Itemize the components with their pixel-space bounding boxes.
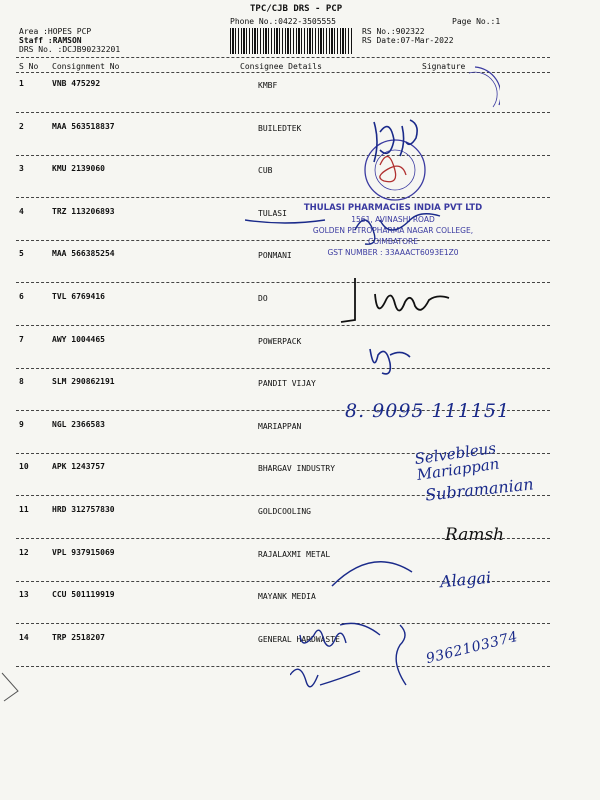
row-consignee: MAYANK MEDIA — [258, 592, 316, 602]
handwritten-name-row-10: Subramanian — [424, 474, 535, 505]
row-divider — [16, 368, 550, 369]
row-divider — [16, 623, 550, 624]
row-consignee: KMBF — [258, 81, 278, 90]
row-serial-number: 5 — [19, 249, 24, 259]
area-field: Area :HOPES PCP — [19, 27, 92, 36]
column-header-consignment: Consignment No — [52, 62, 120, 71]
row-consignee: GOLDCOOLING — [258, 507, 311, 516]
column-header-signature: Signature — [422, 62, 466, 71]
signature-row-12-stroke — [330, 560, 420, 590]
rs-number: RS No.:902322 — [362, 27, 425, 36]
page-number: Page No.:1 — [452, 17, 501, 26]
row-consignee: BHARGAV INDUSTRY — [258, 464, 336, 474]
signature-row-13-14 — [290, 615, 440, 705]
row-consignment-number: MAA 563518837 — [52, 121, 115, 131]
table-row — [0, 122, 600, 136]
row-serial-number: 2 — [19, 121, 24, 131]
row-serial-number: 11 — [19, 505, 29, 514]
handwritten-name-row-12: Alagai — [439, 567, 492, 592]
row-consignment-number: NGL 2366583 — [52, 419, 105, 429]
row-consignment-number: AWY 1004465 — [52, 334, 105, 344]
row-divider — [16, 666, 550, 667]
row-consignment-number: APK 1243757 — [52, 462, 105, 472]
row-serial-number: 7 — [19, 334, 24, 344]
row-consignment-number: TVL 6769416 — [52, 292, 105, 301]
edge-mark — [0, 665, 22, 705]
row-serial-number: 13 — [19, 590, 29, 600]
handwritten-name-row-11: Ramsh — [445, 525, 505, 545]
row-serial-number: 12 — [19, 547, 29, 557]
signature-row-4 — [245, 200, 445, 260]
table-row — [0, 505, 600, 519]
signature-row-7 — [360, 345, 420, 385]
stamp-company-name: THULASI PHARMACIES INDIA PVT LTD — [303, 203, 483, 213]
row-serial-number: 10 — [19, 462, 29, 472]
row-serial-number: 4 — [19, 206, 24, 216]
stamp-address-2: GOLDEN PETROPHARMA NAGAR COLLEGE, — [312, 226, 474, 235]
table-row — [0, 164, 600, 178]
row-consignee: DO — [258, 294, 268, 303]
table-row — [0, 335, 600, 349]
table-row — [0, 292, 600, 306]
signature-row-6 — [335, 276, 495, 336]
phone-number: Phone No.:0422-3505555 — [230, 17, 336, 26]
row-consignee: TULASI — [258, 208, 287, 218]
row-consignment-number: MAA 566385254 — [52, 249, 115, 259]
row-consignee: PONMANI — [258, 251, 292, 261]
document-title: TPC/CJB DRS - PCP — [250, 4, 343, 14]
drs-number: DRS No. :DCJB90232201 — [19, 45, 121, 54]
rs-date: RS Date:07-Mar-2022 — [362, 36, 454, 45]
staff-field: Staff :RAMSON — [19, 36, 82, 45]
row-consignee: MARIAPPAN — [258, 421, 302, 431]
handwritten-name-row-9: Selvebleus Mariappan — [413, 438, 501, 484]
handwritten-phone-row-14: 9362103374 — [424, 628, 520, 668]
barcode — [230, 28, 352, 54]
table-row — [0, 79, 600, 93]
row-consignee: CUB — [258, 166, 273, 176]
row-consignee: POWERPACK — [258, 336, 302, 346]
row-consignment-number: KMU 2139060 — [52, 164, 105, 174]
row-consignment-number: HRD 312757830 — [52, 505, 115, 514]
row-consignment-number: VNB 475292 — [52, 79, 101, 88]
row-serial-number: 6 — [19, 292, 24, 301]
row-consignee: PANDIT VIJAY — [258, 379, 316, 389]
row-consignment-number: VPL 937915069 — [52, 547, 115, 557]
row-serial-number: 9 — [19, 419, 24, 429]
stamp-city: COIMBATORE — [368, 237, 418, 246]
row-consignment-number: SLM 290862191 — [52, 377, 115, 387]
table-row — [0, 590, 600, 604]
row-divider — [16, 197, 550, 198]
row-serial-number: 3 — [19, 164, 24, 174]
row-consignment-number: CCU 501119919 — [52, 590, 115, 600]
row-serial-number: 14 — [19, 632, 29, 642]
table-row — [0, 548, 600, 562]
stamp-gst: GST NUMBER : 33AAACT6093E1Z0 — [327, 248, 459, 257]
column-header-sno: S No — [19, 62, 39, 71]
row-consignment-number: TRZ 113206893 — [52, 206, 115, 216]
row-divider — [16, 155, 550, 156]
column-header-consignee: Consignee Details — [240, 62, 322, 71]
table-row — [0, 377, 600, 391]
handwritten-phone-row-8: 8. 9095 111151 — [345, 400, 511, 422]
signature-row-2 — [360, 112, 450, 182]
stamp-address-1: 1561, AVINASHI ROAD — [351, 215, 435, 224]
row-serial-number: 1 — [19, 79, 24, 88]
row-consignee: BUILEDTEK — [258, 123, 302, 133]
row-consignee: GENERAL HARDWASTE — [258, 634, 340, 644]
divider — [16, 57, 550, 58]
corner-stamp — [455, 65, 500, 120]
row-consignment-number: TRP 2518207 — [52, 632, 105, 642]
row-consignee: RAJALAXMI METAL — [258, 549, 331, 559]
row-serial-number: 8 — [19, 377, 24, 387]
